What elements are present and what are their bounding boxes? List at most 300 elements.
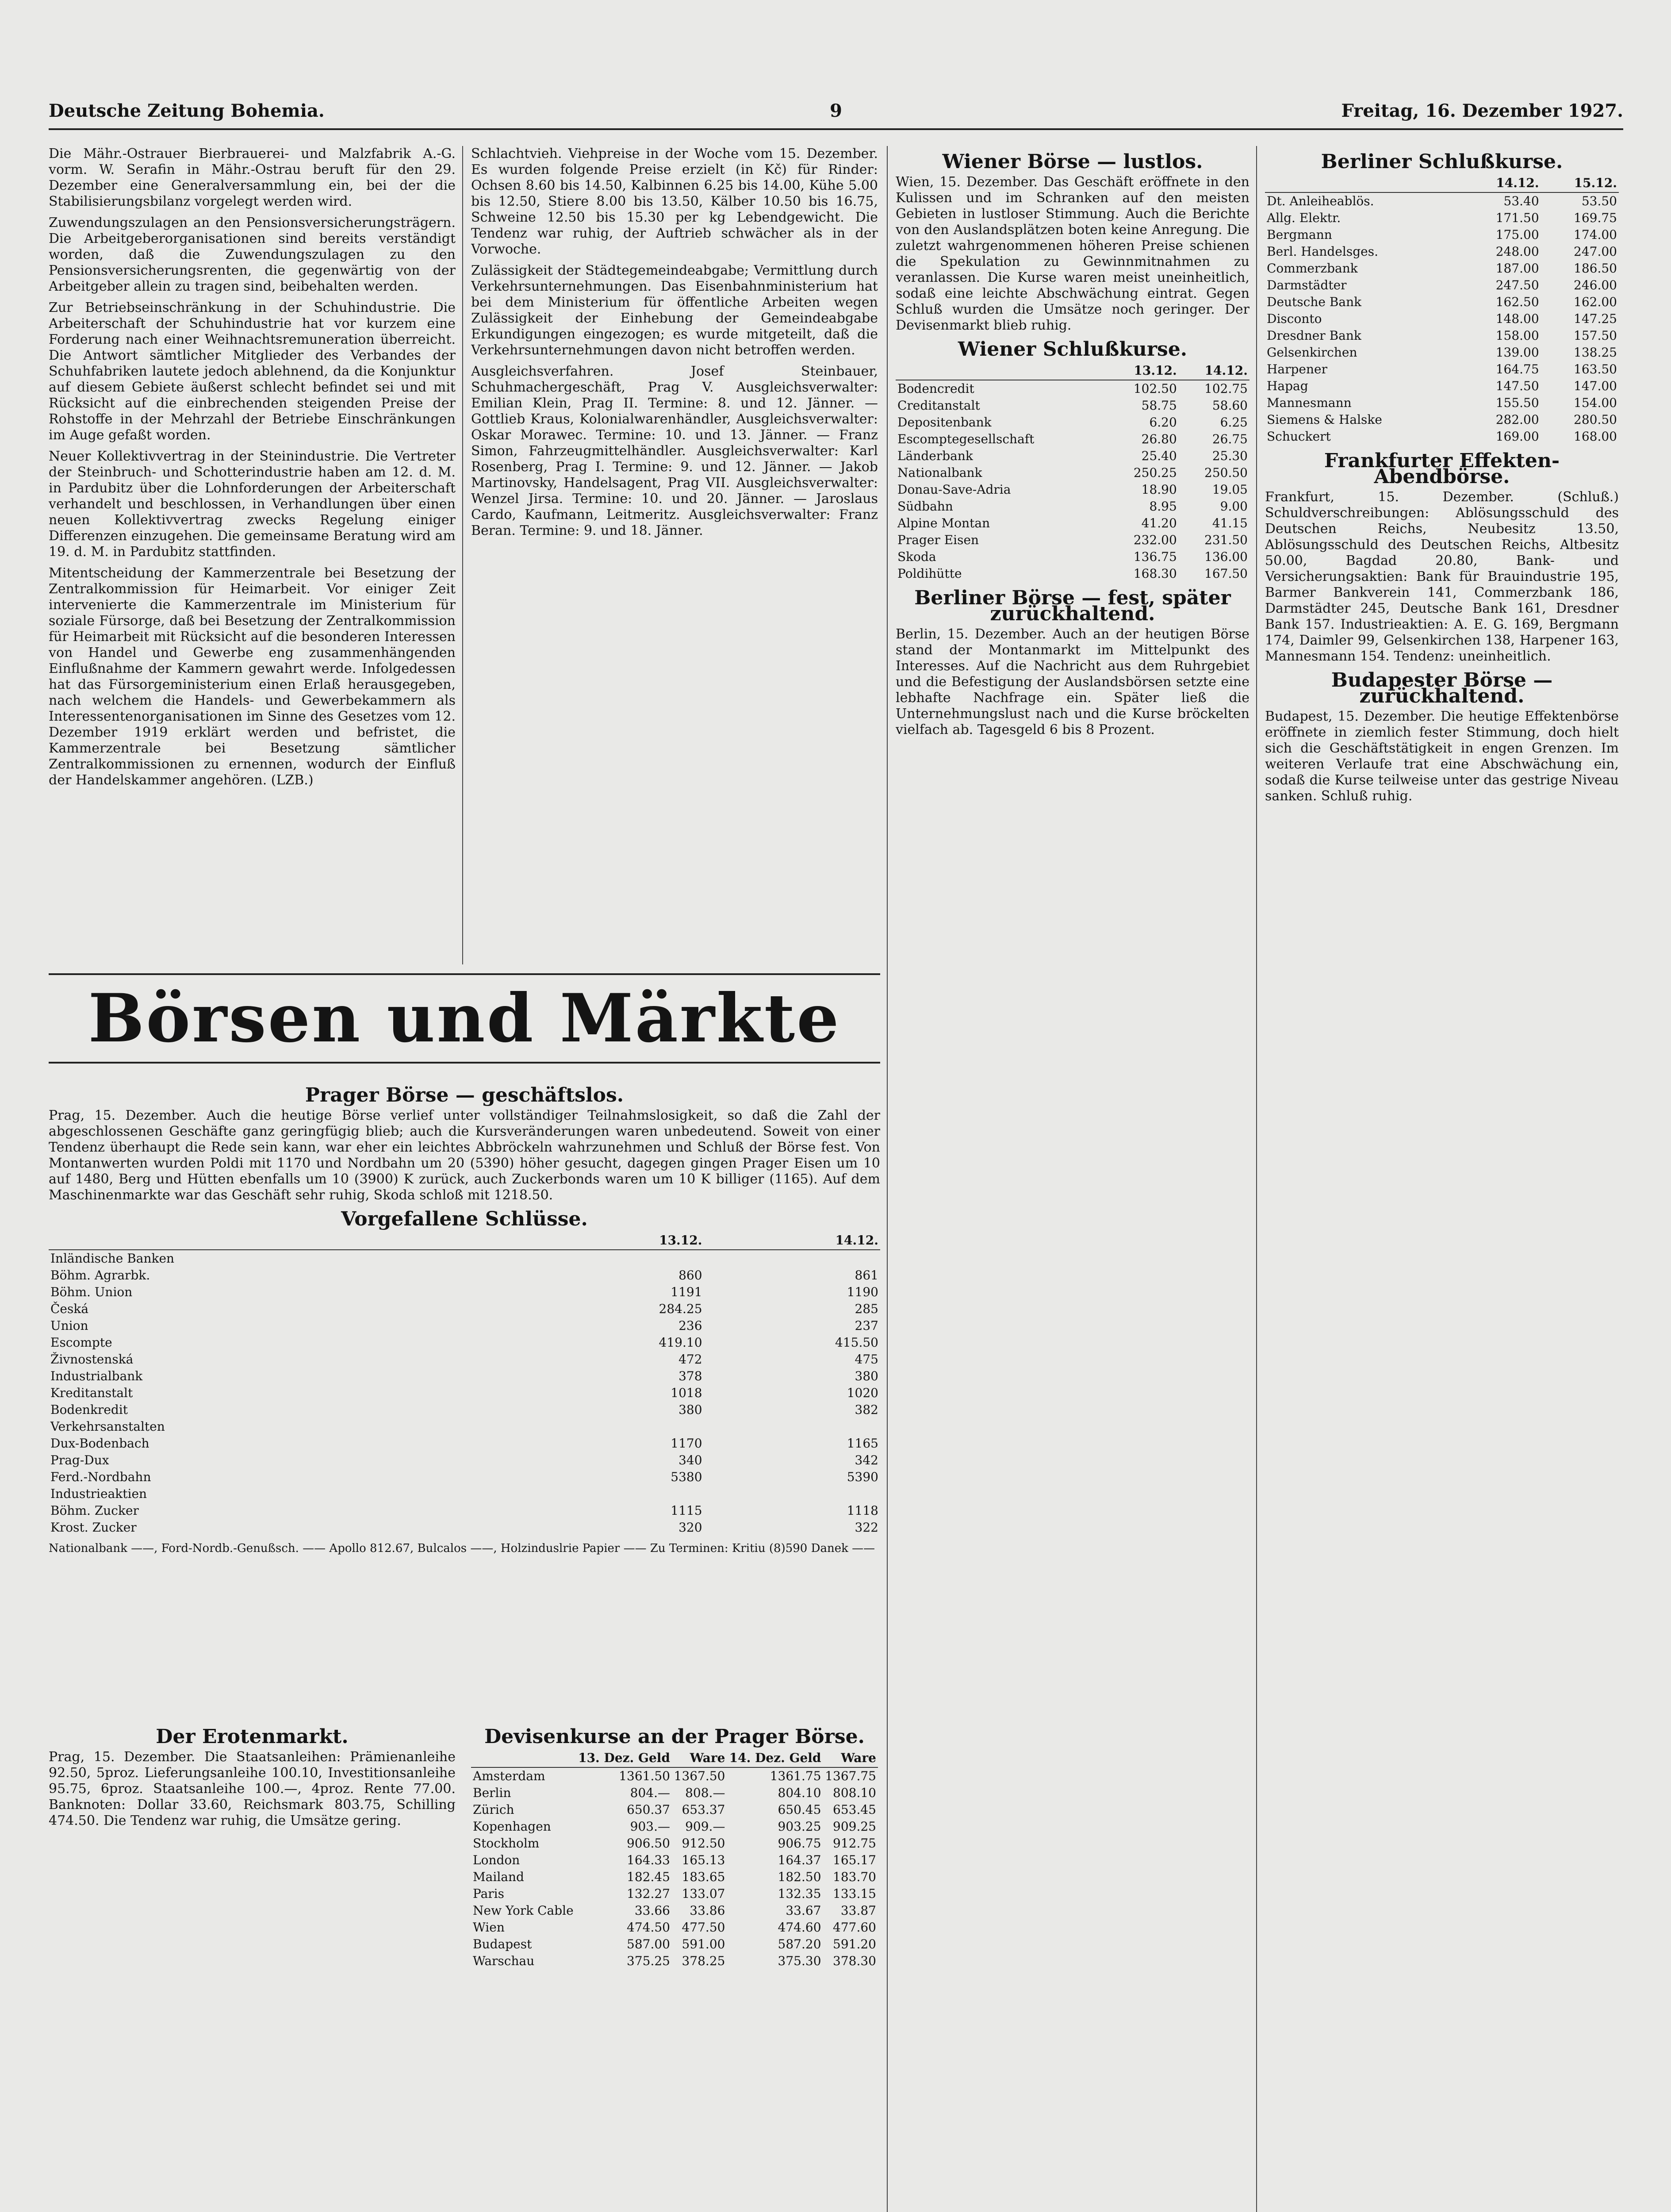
table-row [471, 1936, 878, 1953]
table-row [49, 1368, 880, 1385]
column-4 [896, 146, 1249, 2212]
table-cell: 1367.50 [674, 1769, 725, 1783]
table-cell: 171.50 [1495, 211, 1539, 225]
table-row [471, 1801, 878, 1818]
table-cell: Länderbank [897, 449, 973, 463]
table-row [1265, 243, 1619, 260]
table-cell: 169.00 [1495, 429, 1539, 444]
table-cell: Union [50, 1318, 88, 1333]
table-cell: 1115 [671, 1503, 702, 1518]
table-cell: 248.00 [1495, 244, 1539, 259]
section-masthead: Börsen und Märkte [49, 973, 880, 1064]
table-row [49, 1317, 880, 1334]
table-cell: 133.15 [833, 1886, 876, 1901]
table-row [1265, 327, 1619, 344]
table-cell: Industrieaktien [50, 1486, 147, 1501]
column-2 [471, 146, 878, 960]
table-cell: Kreditanstalt [50, 1386, 133, 1400]
table-cell: 591.20 [833, 1937, 876, 1951]
wiener-subtitle: Wiener Schlußkurse. [958, 338, 1188, 361]
frankfurt-title: Frankfurter Effekten-Abendbörse. [1324, 449, 1560, 488]
table-cell: 26.75 [1212, 432, 1248, 446]
column-5 [1265, 146, 1619, 2212]
article-paragraph: Neuer Kollektivvertrag in der Steinindustrie. Die Vertreter der Steinbruch- und Schotterindustrie haben am 12. d. M. in Pardubitz über die Lohnforderungen der Arbeiterschaft verhandelt und beschlossen, in Verhandlungen über einen neuen Kollektivvertrag zwecks Regelung einiger Differenzen einzugehen. Die gemeinsame Beratung wird am 19. d. M. in Pardubitz stattfinden. [49, 449, 456, 560]
table-cell: 5380 [671, 1470, 702, 1484]
table-cell: 53.50 [1581, 194, 1617, 208]
table-row [471, 1953, 878, 1970]
table-cell: Harpener [1267, 362, 1327, 376]
article-paragraph: Mitentscheidung der Kammerzentrale bei Besetzung der Zentralkommission für Heimarbeit. Vor einiger Zeit intervenierte die Kammerzentrale im Ministerium für soziale Fürsorge, daß bei Besetzung der Zentralkommission für Heimarbeit mit Rücksicht auf die besonderen Interessen von Handel und Gewerbe eng zusammenhängenden Einflußnahme der Kammern gewahrt werde. Infolgedessen hat das Fürsorgeministerium einen Erlaß herausgegeben, nach welchem die Handels- und Gewerbekammern als Interessentenorganisationen im Sinne des Gesetzes vom 12. Dezember 1919 erklärt werden und befristet, die Kammerzentrale bei Besetzung sämtlicher Zentralkommissionen zu ernennen, wodurch der Einfluß der Handelskammer angehören. (LZB.) [49, 565, 456, 788]
table-row [471, 1886, 878, 1902]
page-number: 9 [830, 100, 842, 121]
article-paragraph: Die Mähr.-Ostrauer Bierbrauerei- und Malzfabrik A.-G. vorm. W. Serafin in Mähr.-Ostrau beruft für den 29. Dezember eine Generalversammlung ein, bei der die Stabilisierungsbilanz vorgelegt werden wird. [49, 146, 456, 209]
table-cell: 133.07 [682, 1886, 725, 1901]
table-cell: 250.25 [1133, 465, 1177, 480]
table-cell: 102.50 [1133, 381, 1177, 396]
table-cell: Donau-Save-Adria [897, 482, 1011, 497]
table-cell: 650.45 [778, 1802, 821, 1817]
table-cell: 164.37 [778, 1853, 821, 1867]
table-cell: 167.50 [1204, 566, 1248, 581]
table-cell: 232.00 [1133, 533, 1177, 547]
table-cell: Siemens & Halske [1267, 412, 1382, 427]
table-cell: 182.45 [627, 1870, 670, 1884]
table-header-cell: 13. Dez. Geld [576, 1749, 672, 1767]
table-cell: Prag-Dux [50, 1453, 109, 1467]
table-cell: Ferd.-Nordbahn [50, 1470, 151, 1484]
table-cell: Schuckert [1267, 429, 1331, 444]
table-cell: 33.87 [840, 1903, 876, 1918]
table-cell: 58.60 [1212, 398, 1248, 413]
table-cell: 320 [678, 1520, 702, 1535]
table-cell: 33.86 [690, 1903, 725, 1918]
column-divider [887, 146, 888, 2212]
table-cell: 861 [855, 1268, 878, 1283]
table-cell: Budapest [473, 1937, 532, 1951]
table-cell: Creditanstalt [897, 398, 980, 413]
table-cell: 650.37 [627, 1802, 670, 1817]
table-cell: Hapag [1267, 379, 1308, 393]
table-cell: 25.40 [1141, 449, 1177, 463]
table-row [896, 431, 1249, 448]
table-cell: Nationalbank [897, 465, 982, 480]
table-cell: Prager Eisen [897, 533, 979, 547]
table-cell: 102.75 [1204, 381, 1248, 396]
table-cell: Böhm. Zucker [50, 1503, 139, 1518]
table-row [471, 1785, 878, 1801]
header-left: Deutsche Zeitung Bohemia. [49, 100, 325, 121]
table-row [1265, 395, 1619, 411]
table-cell: 6.25 [1220, 415, 1248, 430]
table-cell: 168.30 [1133, 566, 1177, 581]
table-header-cell [1265, 174, 1463, 192]
table-cell: Wien [473, 1920, 505, 1935]
article-paragraph: Zulässigkeit der Städtegemeindeabgabe; Vermittlung durch Verkehrsunternehmungen. Das Eisenbahnministerium hat bei dem Ministerium für öffentliche Arbeiten wegen Zulässigkeit der Einhebung der Gemeindeabgabe Erkundigungen eingezogen; es wurde mitgeteilt, daß die Verkehrsunternehmungen davon nicht betroffen werden. [471, 263, 878, 358]
table-cell: 164.33 [627, 1853, 670, 1867]
erotenmarkt-title: Der Erotenmarkt. [156, 1725, 349, 1748]
table-cell: 19.05 [1212, 482, 1248, 497]
table-cell: New York Cable [473, 1903, 574, 1918]
table-cell: Dux-Bodenbach [50, 1436, 149, 1451]
table-header-cell: 14.12. [1463, 174, 1541, 192]
table-cell: 474.60 [778, 1920, 821, 1935]
table-cell: 154.00 [1574, 396, 1617, 410]
table-cell: Allg. Elektr. [1267, 211, 1341, 225]
table-cell: 1361.75 [770, 1769, 821, 1783]
table-row [471, 1852, 878, 1869]
table-cell: Escomptegesellschaft [897, 432, 1035, 446]
table-cell: 415.50 [835, 1335, 878, 1350]
table-cell: 378 [678, 1369, 702, 1383]
table-cell: 247.00 [1574, 244, 1617, 259]
table-cell: 280.50 [1574, 412, 1617, 427]
table-cell [704, 1250, 880, 1267]
table-cell: 8.95 [1149, 499, 1177, 514]
table-cell: 322 [855, 1520, 878, 1535]
table-cell: 164.75 [1495, 362, 1539, 376]
wiener-table [896, 362, 1249, 582]
table-header-cell [896, 362, 1108, 380]
table-cell: 183.70 [833, 1870, 876, 1884]
table-cell: Industrialbank [50, 1369, 143, 1383]
table-cell: 284.25 [659, 1302, 702, 1316]
table-row [896, 380, 1249, 397]
table-cell: Bodenkredit [50, 1402, 128, 1417]
table-cell [528, 1418, 704, 1435]
prague-exchange-section [49, 1079, 880, 1712]
table-cell: Dt. Anleiheablös. [1267, 194, 1374, 208]
devisen-section [471, 1721, 878, 2212]
table-row [49, 1284, 880, 1301]
article-paragraph: Zur Betriebseinschränkung in der Schuhindustrie. Die Arbeiterschaft der Schuhindustrie hat vor kurzem eine Forderung nach einer Weihnachtsremuneration überreicht. Die Antwort sämtlicher Mitglieder des Verbandes der Schuhfabriken lautete jedoch ablehnend, da die Konjunktur auf diesem Gebiete äußerst schlecht befindet sei und mit Rücksicht auf die einbrechenden steigenden Preise der Rohstoffe in der Mehrzahl der Betriebe Einschränkungen im Auge gefaßt worden. [49, 300, 456, 443]
table-cell: Bodencredit [897, 381, 974, 396]
table-row [471, 1902, 878, 1919]
table-cell: 472 [678, 1352, 702, 1367]
table-cell [704, 1418, 880, 1435]
table-header-cell: 14.12. [1179, 362, 1249, 380]
berliner-schluss-title: Berliner Schlußkurse. [1321, 150, 1563, 173]
table-cell: 653.45 [833, 1802, 876, 1817]
table-cell: 909.— [685, 1819, 725, 1834]
table-cell: 653.37 [682, 1802, 725, 1817]
table-cell: Česká [50, 1302, 89, 1316]
table-cell: 169.75 [1574, 211, 1617, 225]
table-cell: 906.75 [778, 1836, 821, 1851]
column-divider [1256, 146, 1257, 2212]
table-cell: Darmstädter [1267, 278, 1347, 292]
table-cell: Živnostenská [50, 1352, 134, 1367]
table-row [1265, 210, 1619, 227]
table-row [896, 465, 1249, 481]
table-cell: 53.40 [1503, 194, 1539, 208]
table-cell: 162.00 [1574, 295, 1617, 309]
table-cell: 1018 [671, 1386, 702, 1400]
prague-text: Prag, 15. Dezember. Auch die heutige Börse verlief unter vollständiger Teilnahmslosigkeit, so daß die Zahl der abgeschlossenen Geschäfte ganz geringfügig blieb; auch die Kursveränderungen waren unbedeutend. Soweit von einer Tendenz überhaupt die Rede sein kann, war eher ein leichtes Abbröckeln wahrzunehmen und Schluß der Börse fest. Von Montanwerten wurden Poldi mit 1170 und Nordbahn um 20 (5390) höher gesucht, dagegen gingen Prager Eisen um 10 auf 1480, Berg und Hütten ebenfalls um 10 (3900) K zurück, auch Zuckerbonds waren um 10 K billiger (1165). Auf dem Maschinenmarkte war das Geschäft sehr ruhig, Skoda schloß mit 1218.50. [49, 1108, 880, 1203]
newspaper-page [49, 93, 1623, 2212]
table-cell: 33.66 [634, 1903, 670, 1918]
table-cell: 1020 [847, 1386, 878, 1400]
table-cell: 26.80 [1141, 432, 1177, 446]
table-header-cell: Ware [823, 1749, 878, 1767]
table-row [1265, 378, 1619, 395]
table-cell: 1361.50 [619, 1769, 670, 1783]
table-row [1265, 277, 1619, 294]
table-cell [528, 1250, 704, 1267]
table-row [49, 1351, 880, 1368]
table-cell: 912.50 [682, 1836, 725, 1851]
table-cell: 147.50 [1495, 379, 1539, 393]
table-cell: London [473, 1853, 520, 1867]
table-cell: 860 [678, 1268, 702, 1283]
article-paragraph: Schlachtvieh. Viehpreise in der Woche vom 15. Dezember. Es wurden folgende Preise erzielt (in Kč) für Rinder: Ochsen 8.60 bis 14.50, Kalbinnen 6.25 bis 14.00, Kühe 5.00 bis 12.50, Stiere 8.00 bis 13.50, Kälber 10.50 bis 16.75, Schweine 12.50 bis 15.30 per kg Lebendgewicht. Die Tendenz war ruhig, der Auftrieb schwächer als in der Vorwoche. [471, 146, 878, 257]
table-cell: 1190 [847, 1285, 878, 1299]
table-cell: 41.20 [1141, 516, 1177, 530]
table-cell: 1367.75 [825, 1769, 876, 1783]
table-row [896, 481, 1249, 498]
budapest-text: Budapest, 15. Dezember. Die heutige Effektenbörse eröffnete in ziemlich fester Stimmung, doch hielt sich die Geschäftstätigkeit in engen Grenzen. Im weiteren Verlaufe trat eine Abschwächung ein, sodaß die Kurse teilweise unter das gestrige Niveau sanken. Schluß ruhig. [1265, 709, 1619, 804]
table-cell: 808.— [685, 1786, 725, 1800]
table-cell: 147.00 [1574, 379, 1617, 393]
table-row [471, 1835, 878, 1852]
devisen-table [471, 1749, 878, 1970]
table-cell: 382 [855, 1402, 878, 1417]
table-cell: Bergmann [1267, 227, 1332, 242]
table-row [1265, 428, 1619, 445]
column-divider [462, 146, 463, 964]
table-row [471, 1869, 878, 1886]
table-cell: 419.10 [659, 1335, 702, 1350]
table-header-cell [49, 1232, 528, 1250]
table-cell: Commerzbank [1267, 261, 1358, 276]
prague-footnote: Nationalbank ——, Ford-Nordb.-Genußsch. —— Apollo 812.67, Bulcalos ——, Holzinduslrie Papier —— Zu Terminen: Kritiu (8)590 Danek —— [49, 1542, 875, 1555]
wiener-text: Wien, 15. Dezember. Das Geschäft eröffnete in den Kulissen und im Schranken auf den meisten Gebieten in lustloser Stimmung. Auch die Berichte von den Auslandsplätzen boten keine Anregung. Die zuletzt wahrgenommenen höheren Preise schienen die Spekulation zu Gewinnmitnahmen zu veranlassen. Die Kurse waren meist uneinheitlich, sodaß eine leichte Abschwächung eintrat. Gegen Schluß wurden die Umsätze noch geringer. Der Devisenmarkt blieb ruhig. [896, 174, 1249, 333]
article-paragraph: Ausgleichsverfahren. Josef Steinbauer, Schuhmachergeschäft, Prag V. Ausgleichsverwalter: Emilian Klein, Prag II. Termine: 8. und 12. Jänner. — Gottlieb Kraus, Kolonialwarenhändler, Ausgleichsverwalter: Oskar Morawec. Termine: 10. und 13. Jänner. — Franz Simon, Fahrzeugmittelhändler. Ausgleichsverwalter: Karl Rosenberg, Prag I. Termine: 9. und 12. Jänner. — Jakob Martinovsky, Handelsagent, Prag VII. Ausgleichsverwalter: Wenzel Jirsa. Termine: 10. und 20. Jänner. — Jaroslaus Cardo, Kaufmann, Leitmeritz. Ausgleichsverwalter: Franz Beran. Termine: 9. und 18. Jänner. [471, 364, 878, 538]
table-row [896, 565, 1249, 582]
table-cell: 138.25 [1574, 345, 1617, 360]
table-cell: Disconto [1267, 311, 1322, 326]
table-cell: Zürich [473, 1802, 514, 1817]
erotenmarkt-text: Prag, 15. Dezember. Die Staatsanleihen: Prämienanleihe 92.50, 5proz. Lieferungsanleihe 100.10, Investitionsanleihe 95.75, 6proz. Staatsanleihe 100.—, 4proz. Rente 77.00. Banknoten: Dollar 33.60, Reichsmark 803.75, Schilling 474.50. Die Tendenz war ruhig, die Umsätze gering. [49, 1749, 456, 1828]
table-cell: Escompte [50, 1335, 112, 1350]
table-cell: 139.00 [1495, 345, 1539, 360]
table-cell: 250.50 [1204, 465, 1248, 480]
table-cell: 18.90 [1141, 482, 1177, 497]
prague-title: Prager Börse — geschäftslos. [305, 1084, 624, 1106]
table-cell: 380 [678, 1402, 702, 1417]
table-cell: Mailand [473, 1870, 524, 1884]
table-cell: Böhm. Union [50, 1285, 133, 1299]
table-cell: 285 [855, 1302, 878, 1316]
table-cell: 165.17 [833, 1853, 876, 1867]
table-cell: Mannesmann [1267, 396, 1352, 410]
table-row [471, 1767, 878, 1785]
table-row [49, 1301, 880, 1317]
table-cell: Inländische Banken [50, 1251, 175, 1266]
header-right: Freitag, 16. Dezember 1927. [1341, 100, 1623, 121]
table-cell: 182.50 [778, 1870, 821, 1884]
table-cell: 477.50 [682, 1920, 725, 1935]
table-cell: 163.50 [1574, 362, 1617, 376]
devisen-title: Devisenkurse an der Prager Börse. [484, 1725, 865, 1748]
table-cell [704, 1486, 880, 1502]
table-header-cell: 14. Dez. Geld [727, 1749, 823, 1767]
table-cell: 247.50 [1495, 278, 1539, 292]
table-cell: 236 [678, 1318, 702, 1333]
table-cell: Krost. Zucker [50, 1520, 137, 1535]
table-cell: 58.75 [1141, 398, 1177, 413]
table-row [471, 1919, 878, 1936]
budapest-title: Budapester Börse — zurückhaltend. [1331, 669, 1553, 707]
table-cell: Deutsche Bank [1267, 295, 1362, 309]
table-row [49, 1402, 880, 1418]
table-row [896, 397, 1249, 414]
table-cell: 136.00 [1204, 549, 1248, 564]
table-row [471, 1818, 878, 1835]
table-cell: Depositenbank [897, 415, 992, 430]
table-cell: Paris [473, 1886, 504, 1901]
table-cell: Kopenhagen [473, 1819, 551, 1834]
table-cell: 475 [855, 1352, 878, 1367]
table-cell: 808.10 [833, 1786, 876, 1800]
table-header-cell: 13.12. [1108, 362, 1179, 380]
table-row [1265, 192, 1619, 210]
table-cell: Skoda [897, 549, 936, 564]
table-cell: 246.00 [1574, 278, 1617, 292]
table-cell: Amsterdam [473, 1769, 545, 1783]
table-cell: 340 [678, 1453, 702, 1467]
table-cell: 187.00 [1495, 261, 1539, 276]
table-cell: 1118 [847, 1503, 878, 1518]
table-cell: 587.20 [778, 1937, 821, 1951]
table-row [896, 515, 1249, 532]
page-header [49, 93, 1623, 130]
table-cell: 909.25 [833, 1819, 876, 1834]
table-cell: Verkehrsanstalten [50, 1419, 165, 1434]
table-cell: 231.50 [1204, 533, 1248, 547]
table-cell: 1165 [847, 1436, 878, 1451]
table-row [896, 498, 1249, 515]
table-cell: 41.15 [1212, 516, 1248, 530]
table-cell: Böhm. Agrarbk. [50, 1268, 150, 1283]
table-cell: 903.25 [778, 1819, 821, 1834]
table-row [1265, 344, 1619, 361]
table-cell: 174.00 [1574, 227, 1617, 242]
table-cell: 162.50 [1495, 295, 1539, 309]
table-row [1265, 294, 1619, 311]
column-1 [49, 146, 456, 960]
table-row [49, 1267, 880, 1284]
table-cell: 155.50 [1495, 396, 1539, 410]
article-paragraph: Zuwendungszulagen an den Pensionsversicherungsträgern. Die Arbeitgeberorganisationen sind bereits verständigt worden, daß die Zuwendungszulagen zu den Pensionsversicherungsrenten, die gegenwärtig von der Arbeitgeber allein zu tragen sind, beibehalten werden. [49, 215, 456, 294]
table-cell: 591.00 [682, 1937, 725, 1951]
table-row [49, 1418, 880, 1435]
table-row [896, 549, 1249, 565]
table-cell: Südbahn [897, 499, 953, 514]
berliner-boerse-text: Berlin, 15. Dezember. Auch an der heutigen Börse stand der Montanmarkt im Mittelpunkt des Interesses. Auf die Nachricht aus dem Ruhrgebiet und die Befestigung der Auslandsbörsen setzte eine lebhafte Nachfrage ein. Später ließ die Unternehmungslust nach und die Kurse bröckelten vielfach ab. Tagesgeld 6 bis 8 Prozent. [896, 626, 1249, 737]
table-cell: 5390 [847, 1470, 878, 1484]
column-lower-left [49, 1721, 456, 2212]
table-cell: 148.00 [1495, 311, 1539, 326]
table-header-cell: 13.12. [528, 1232, 704, 1250]
table-cell: 378.30 [833, 1954, 876, 1968]
table-row [49, 1519, 880, 1536]
table-row [49, 1486, 880, 1502]
table-cell: 6.20 [1149, 415, 1177, 430]
table-cell: 587.00 [627, 1937, 670, 1951]
table-row [1265, 311, 1619, 327]
table-cell: 168.00 [1574, 429, 1617, 444]
table-cell: 157.50 [1574, 328, 1617, 343]
prague-table-title: Vorgefallene Schlüsse. [341, 1208, 588, 1230]
table-cell: 375.25 [627, 1954, 670, 1968]
table-cell: Berlin [473, 1786, 511, 1800]
table-row [896, 532, 1249, 549]
table-row [49, 1334, 880, 1351]
table-cell: 903.— [630, 1819, 670, 1834]
table-row [49, 1469, 880, 1486]
table-row [49, 1435, 880, 1452]
table-cell: 25.30 [1212, 449, 1248, 463]
table-cell: Stockholm [473, 1836, 540, 1851]
table-row [49, 1502, 880, 1519]
table-cell: 132.35 [778, 1886, 821, 1901]
table-cell: 237 [855, 1318, 878, 1333]
table-cell: Poldihütte [897, 566, 962, 581]
table-cell: Alpine Montan [897, 516, 990, 530]
table-cell: 378.25 [682, 1954, 725, 1968]
table-row [49, 1385, 880, 1402]
table-cell: Dresdner Bank [1267, 328, 1361, 343]
table-cell: 380 [855, 1369, 878, 1383]
table-cell: 132.27 [627, 1886, 670, 1901]
table-cell: 175.00 [1495, 227, 1539, 242]
table-cell: 165.13 [682, 1853, 725, 1867]
table-row [49, 1452, 880, 1469]
berliner-boerse-title: Berliner Börse — fest, später zurückhaltend. [914, 587, 1231, 625]
table-cell [528, 1486, 704, 1502]
prague-table [49, 1232, 880, 1536]
table-row [1265, 411, 1619, 428]
wiener-title: Wiener Börse — lustlos. [942, 150, 1203, 173]
table-header-cell: Ware [672, 1749, 727, 1767]
table-header-cell [471, 1749, 576, 1767]
table-row [49, 1250, 880, 1267]
table-cell: 804.— [630, 1786, 670, 1800]
table-row [1265, 260, 1619, 277]
table-cell: Gelsenkirchen [1267, 345, 1357, 360]
table-row [1265, 361, 1619, 378]
table-cell: 33.67 [786, 1903, 821, 1918]
table-header-cell: 14.12. [704, 1232, 880, 1250]
table-cell: 375.30 [778, 1954, 821, 1968]
table-cell: Warschau [473, 1954, 535, 1968]
table-cell: 136.75 [1133, 549, 1177, 564]
table-cell: 804.10 [778, 1786, 821, 1800]
table-cell: 477.60 [833, 1920, 876, 1935]
table-row [1265, 227, 1619, 243]
table-row [896, 448, 1249, 465]
table-cell: Berl. Handelsges. [1267, 244, 1379, 259]
table-row [896, 414, 1249, 431]
table-cell: 147.25 [1574, 311, 1617, 326]
table-cell: 906.50 [627, 1836, 670, 1851]
table-cell: 186.50 [1574, 261, 1617, 276]
table-cell: 9.00 [1220, 499, 1248, 514]
table-cell: 183.65 [682, 1870, 725, 1884]
table-cell: 342 [855, 1453, 878, 1467]
frankfurt-text: Frankfurt, 15. Dezember. (Schluß.) Schuldverschreibungen: Ablösungsschuld des Deutschen Reichs, Neubesitz 13.50, Ablösungsschuld des Deutschen Reichs, Altbesitz 50.00, Bagdad 20.80, Bank- und Versicherungsaktien: Bank für Brauindustrie 195, Barmer Bankverein 141, Commerzbank 186, Darmstädter 245, Deutsche Bank 161, Dresdner Bank 157. Industrieaktien: A. E. G. 169, Bergmann 174, Daimler 99, Gelsenkirchen 138, Harpener 163, Mannesmann 154. Tendenz: uneinheitlich. [1265, 489, 1619, 664]
table-cell: 282.00 [1495, 412, 1539, 427]
